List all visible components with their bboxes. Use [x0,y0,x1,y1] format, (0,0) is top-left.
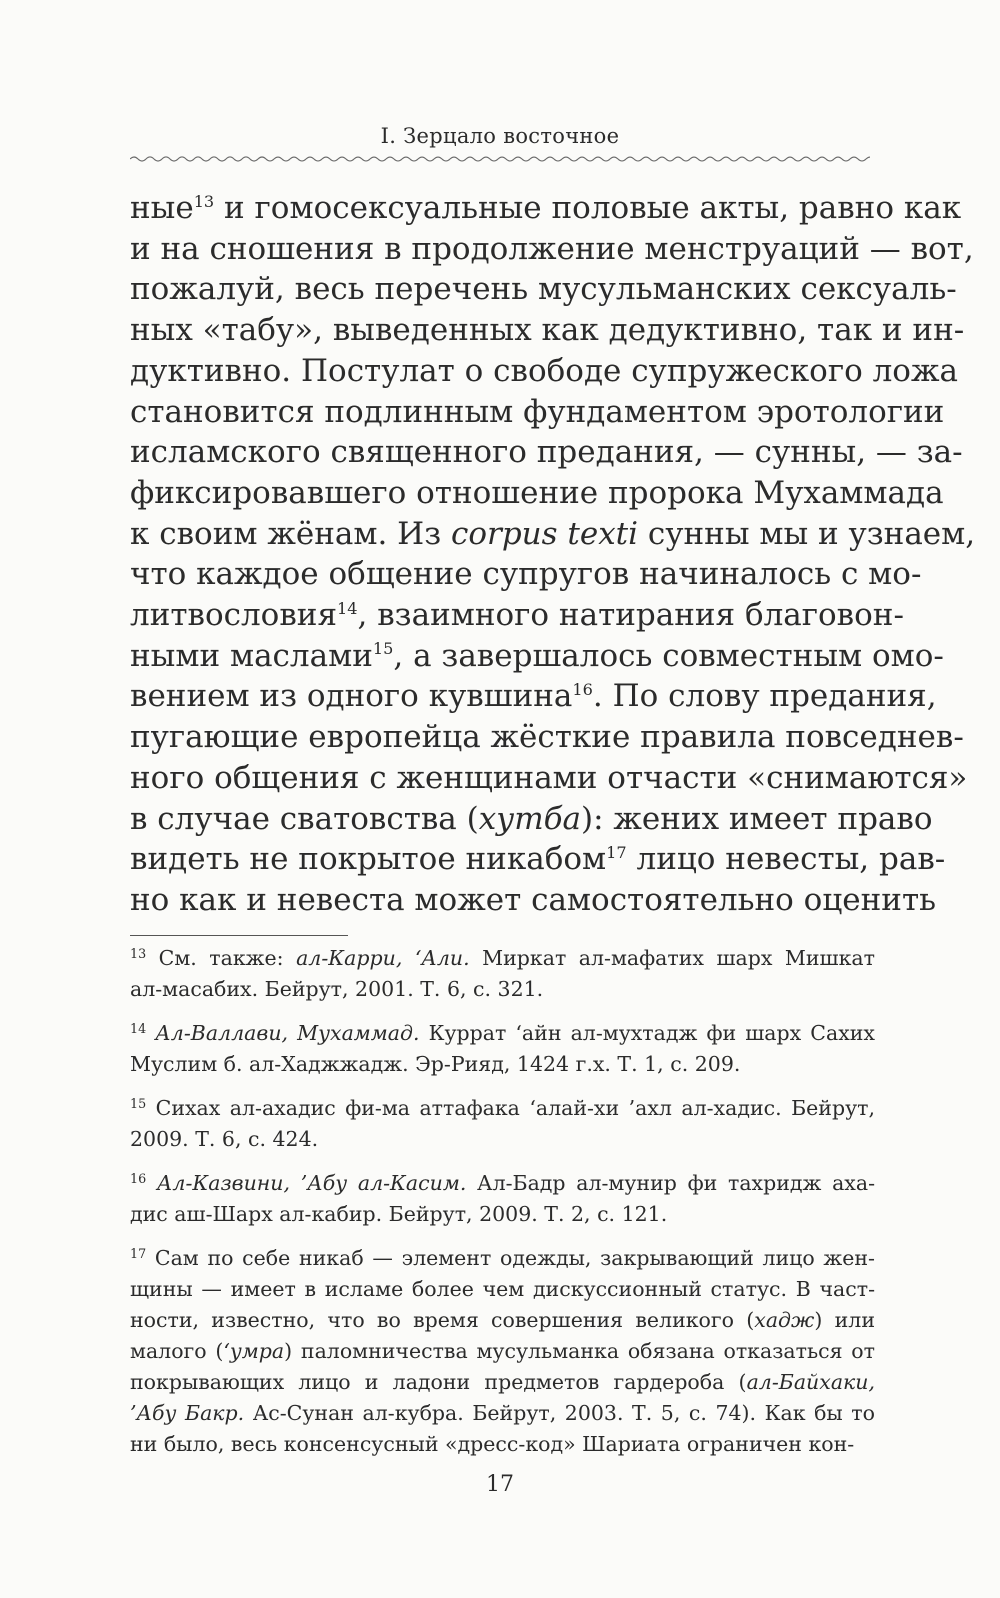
footnote-17 [130,1243,875,1460]
footnote-number: 13 [130,946,147,962]
footnote-14 [130,1018,875,1080]
text-run: становится подлинным фундаментом эротологии [130,393,945,430]
footnote-text: дис аш-Шарх ал-кабир. Бейрут, 2009. Т. 2, с. 121. [130,1202,668,1226]
footnote-author: ’Абу Бакр. [130,1401,245,1425]
footnote-line [130,1243,875,1274]
text-run: и гомосексуальные половые акты, равно как [214,190,962,226]
footnote-author: ал-Байхаки, [746,1370,875,1394]
text-run: что каждое общение супругов начиналось с мо- [130,556,922,593]
footnote-line [130,1367,875,1398]
footnote-ref: 13 [193,191,215,211]
footnote-line [130,1429,875,1460]
text-run: ными маслами [130,637,373,674]
text-line [130,799,933,840]
footnote-author: ‘умра [223,1339,285,1363]
italic-term: corpus texti [450,515,639,552]
footnote-text: ности, известно, что во время совершения великого ( [130,1308,755,1332]
footnote-text: ) или [814,1308,875,1332]
footnote-line [130,1274,875,1305]
footnote-text: Сам по себе никаб — элемент одежды, закрывающий лицо жен- [154,1246,875,1270]
footnote-text: Муслим б. ал-Хаджжадж. Эр-Рияд, 1424 г.х. Т. 1, с. 209. [130,1052,741,1076]
footnote-15 [130,1093,875,1155]
text-run: видеть не покрытое никабом [130,841,607,878]
footnote-13 [130,943,875,1005]
footnote-text: ал-масабих. Бейрут, 2001. Т. 6, с. 321. [130,977,544,1001]
footnote-text: щины — имеет в исламе более чем дискуссионный статус. В част- [130,1277,875,1301]
footnote-line [130,1398,875,1429]
footnote-text: Сихах ал-ахадис фи-ма аттафака ‘алай-хи ’ахл ал-хадис. Бейрут, [155,1096,875,1120]
text-run: ные [130,190,194,226]
footnote-text: 2009. Т. 6, с. 424. [130,1127,319,1151]
text-run: , взаимного натирания благовон- [357,597,904,634]
text-run: ): жених имеет право [581,800,933,837]
italic-term: хутба [478,800,582,837]
text-run: к своим жёнам. Из [130,515,451,552]
text-run: но как и невеста может самостоятельно оценить [130,881,936,918]
footnote-number: 14 [130,1021,147,1037]
footnote-line [130,1093,875,1124]
footnote-text: Ал-Бадр ал-мунир фи тахридж аха- [466,1171,876,1195]
footnote-text: Миркат ал-мафатих шарх Мишкат [469,946,875,970]
footnote-line [130,1305,875,1336]
footnote-ref: 15 [372,639,394,659]
running-header: I. Зерцало восточное [380,124,620,148]
text-line [130,554,922,595]
text-line [130,351,958,392]
text-run: дуктивно. Постулат о свободе супружеского ложа [130,352,958,389]
text-run: . По слову предания, [592,678,937,715]
main-text [130,188,976,921]
footnote-author: ал-Карри, ‘Али. [296,946,470,970]
text-line [130,839,946,880]
page-number: 17 [486,1472,514,1497]
text-run: пожалуй, весь перечень мусульманских сексуаль- [130,271,957,308]
text-line [130,880,936,921]
text-line [130,636,944,677]
footnote-author: хадж [754,1308,815,1332]
text-run: ного общения с женщинами отчасти «снимаются» [130,759,968,796]
footnote-text: ни было, весь консенсусный «дресс-код» Шариата ограничен кон- [130,1432,855,1456]
footnote-author: Ал-Казвини, ’Абу ал-Касим. [156,1171,467,1195]
text-line [130,473,944,514]
text-line [130,310,965,351]
text-line [130,514,976,555]
text-line [130,229,974,270]
footnote-line [130,1124,875,1155]
text-run: пугающие европейца жёсткие правила повседнев- [130,719,964,756]
footnote-line [130,1168,875,1199]
footnote-text: покрывающих лицо и ладони предметов гардероба ( [130,1370,747,1394]
footnote-16 [130,1168,875,1230]
footnote-author: Ал-Валлави, Мухаммад. [155,1021,420,1045]
footnote-ref: 17 [606,842,627,862]
footnote-line [130,974,875,1005]
text-line [130,758,968,799]
text-line [130,595,904,636]
footnotes [130,943,875,1473]
footnote-number: 17 [130,1246,147,1262]
footnote-line [130,1336,875,1367]
text-run: литвословия [130,597,338,634]
footnote-line [130,1018,875,1049]
footnote-text: малого ( [130,1339,224,1363]
text-line [130,717,964,758]
text-run: фиксировавшего отношение пророка Мухаммада [130,474,944,511]
text-run: лицо невесты, рав- [626,841,946,878]
footnote-text: Ас-Сунан ал-кубра. Бейрут, 2003. Т. 5, с. 74). Как бы то [244,1401,875,1425]
text-line [130,188,962,229]
text-run: сунны мы и узнаем, [638,515,976,552]
footnote-text: Куррат ‘айн ал-мухтадж фи шарх Сахих [419,1021,875,1045]
footnote-ref: 16 [572,680,593,700]
text-run: , а завершалось совместным омо- [393,637,944,674]
text-line [130,392,945,433]
text-line [130,676,937,717]
footnote-ref: 14 [337,598,358,618]
footnote-text: См. также: [158,946,297,970]
footnote-line [130,943,875,974]
footnote-separator [130,935,348,936]
footnote-number: 16 [130,1171,147,1187]
text-run: ных «табу», выведенных как дедуктивно, так и ин- [130,312,965,349]
text-line [130,432,963,473]
text-run: вением из одного кувшина [130,678,573,715]
footnote-line [130,1049,875,1080]
footnote-text: ) паломничества мусульманка обязана отказаться от [284,1339,875,1363]
footnote-line [130,1199,875,1230]
text-run: и на сношения в продолжение менструаций — вот, [130,230,974,267]
footnote-number: 15 [130,1096,147,1112]
wavy-ornament-rule [130,152,870,166]
text-line [130,269,957,310]
text-run: в случае сватовства ( [130,800,479,837]
text-run: исламского священного предания, — сунны, — за- [130,434,963,471]
